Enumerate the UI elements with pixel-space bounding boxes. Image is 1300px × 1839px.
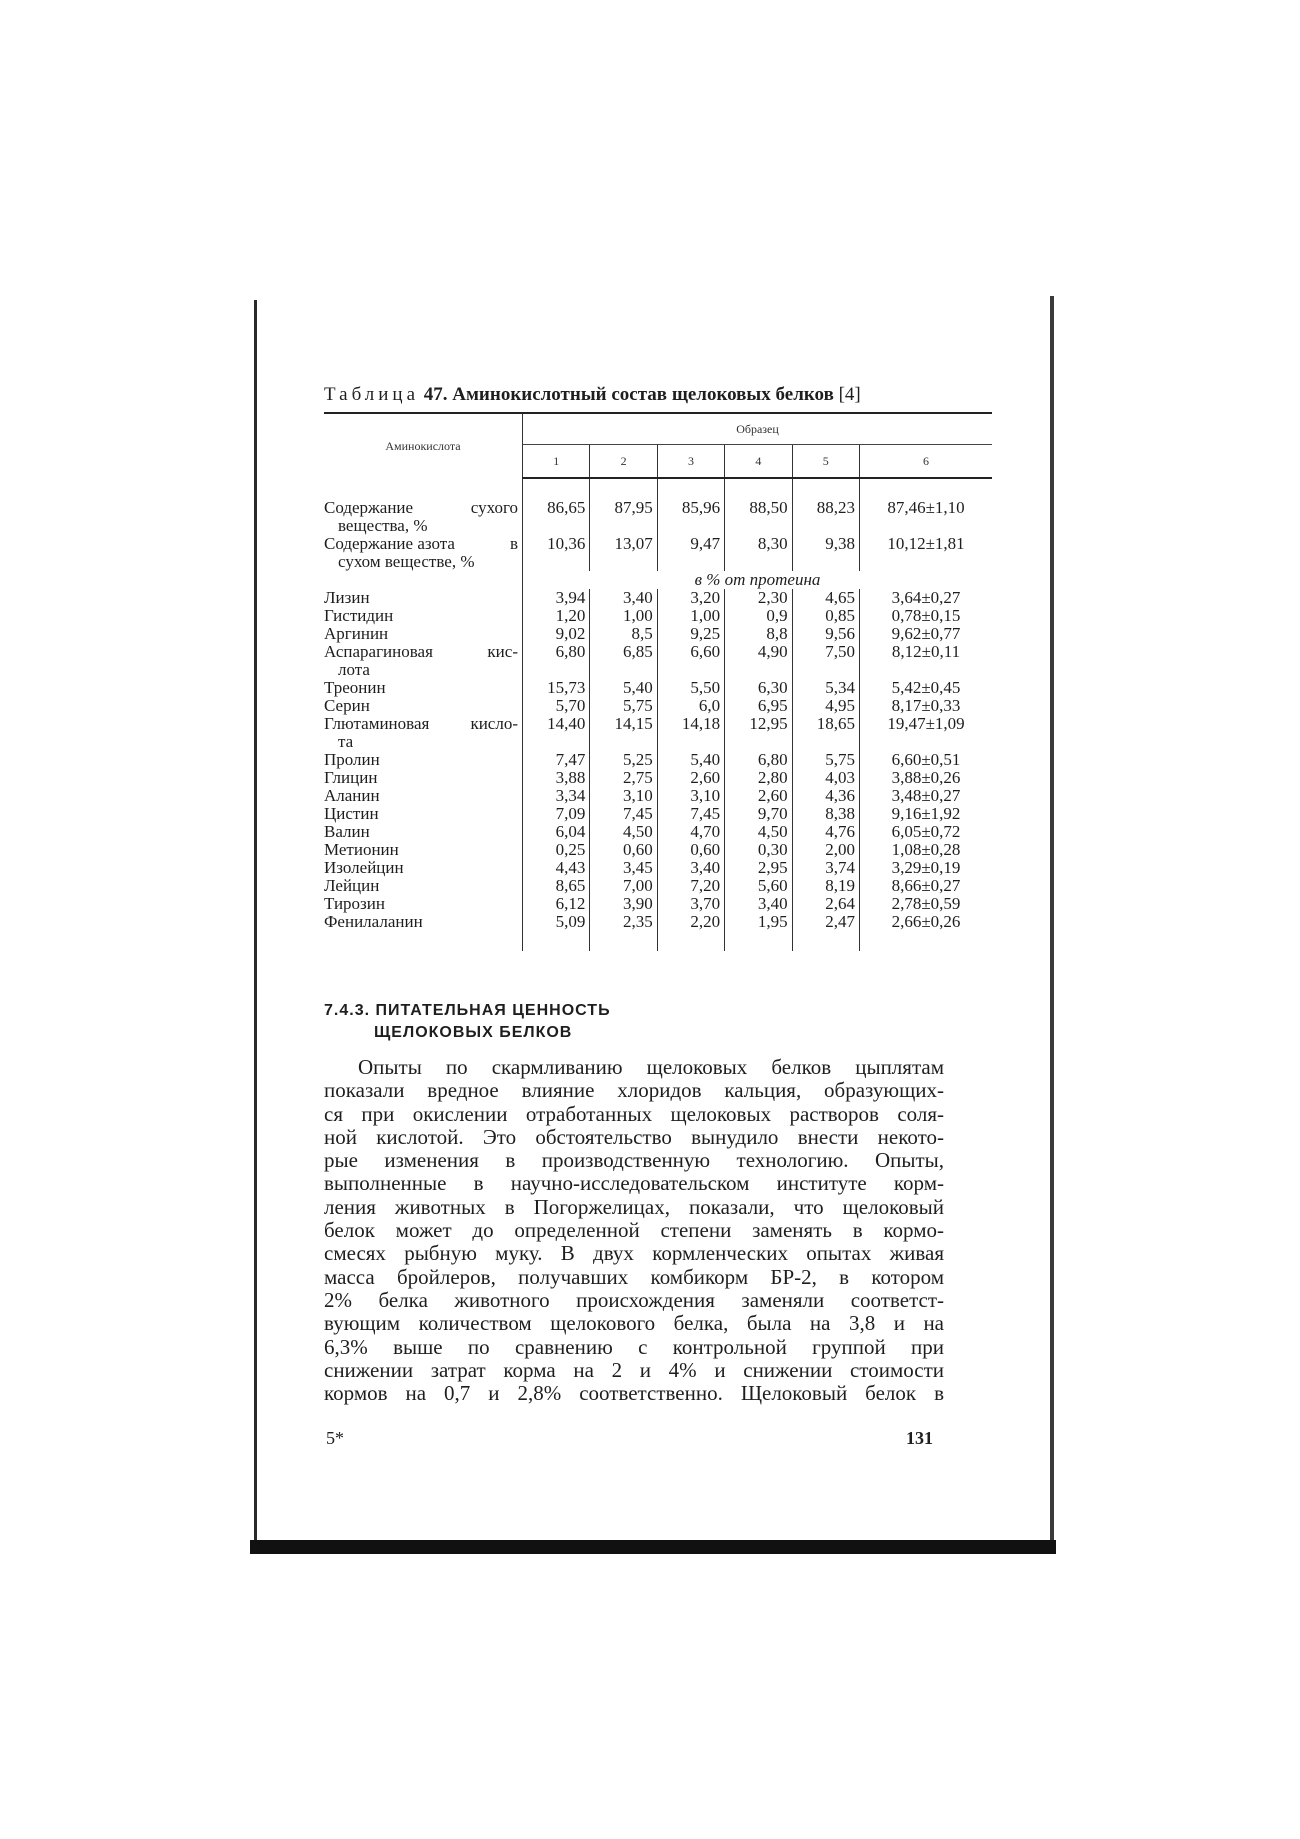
table-cell: 8,66±0,27: [891, 876, 961, 895]
caption-ref: [4]: [838, 384, 861, 405]
table-cell: 3,48±0,27: [891, 786, 961, 805]
text-line: ной кислотой. Это обстоятельство вынудило внести некото-: [324, 1124, 944, 1149]
table-cell: 6,60: [657, 643, 724, 679]
table-cell: 7,20: [657, 877, 724, 895]
table-subheader: в % от протеина: [694, 570, 821, 589]
table-cell: 8,38: [792, 805, 859, 823]
name-part: Валин: [324, 822, 370, 841]
name-part: Фенилаланин: [324, 912, 423, 931]
name-part: в: [509, 534, 518, 553]
table-cell: 4,43: [523, 859, 590, 877]
amino-acid-name: [324, 877, 523, 895]
table-cell: 3,40: [590, 589, 657, 607]
name-part: Пролин: [324, 750, 380, 769]
name-part: Аспарагиновая: [324, 642, 433, 661]
table-cell: 6,12: [523, 895, 590, 913]
table-cell: 14,40: [523, 715, 590, 751]
table-row: [324, 769, 992, 787]
column-header-amino-acid: Аминокислота: [324, 413, 523, 478]
table-cell: 15,73: [523, 679, 590, 697]
table-cell: 8,30: [725, 535, 792, 571]
page-number: 131: [906, 1428, 933, 1448]
table-cell: 1,95: [725, 913, 792, 931]
table-cell: 87,95: [590, 499, 657, 535]
name-part: Содержание азота: [324, 534, 455, 553]
table-cell: 2,47: [792, 913, 859, 931]
amino-acid-name: [324, 589, 523, 607]
table-cell: 8,8: [725, 625, 792, 643]
table-cell: 3,10: [590, 787, 657, 805]
table-row: [324, 625, 992, 643]
table-cell: 2,75: [590, 769, 657, 787]
amino-acid-name: [324, 805, 523, 823]
table-cell: 3,40: [657, 859, 724, 877]
table-cell: 5,09: [523, 913, 590, 931]
table-caption: [324, 384, 1004, 406]
amino-acid-name: [324, 679, 523, 697]
page-edge-left: [254, 300, 257, 1550]
amino-acid-name: [324, 715, 523, 751]
table-cell: 9,25: [657, 625, 724, 643]
table-cell: 18,65: [792, 715, 859, 751]
text-line: смесях рыбную муку. В двух кормленческих опытах живая: [324, 1241, 944, 1266]
table-row: [324, 841, 992, 859]
name-part: Гистидин: [324, 606, 394, 625]
text-line: кормов на 0,7 и 2,8% соответственно. Щелоковый белок в: [324, 1381, 944, 1406]
table-cell: 19,47±1,09: [887, 714, 965, 733]
table-row: [324, 643, 992, 679]
amino-acid-name: [324, 607, 523, 625]
column-header-sample: 1: [523, 445, 590, 479]
table-cell: 2,64: [792, 895, 859, 913]
table-cell: 5,34: [792, 679, 859, 697]
name-part: вещества, %: [338, 516, 428, 535]
table-cell: 2,80: [725, 769, 792, 787]
table-cell: 1,08±0,28: [891, 840, 961, 859]
table-cell: 0,9: [725, 607, 792, 625]
table-cell: 9,70: [725, 805, 792, 823]
table-cell: 9,47: [657, 535, 724, 571]
table-row: [324, 697, 992, 715]
amino-acid-name: [324, 643, 523, 679]
table-row: [324, 535, 992, 571]
text-line: масса бройлеров, получавших комбикорм БР-2, в котором: [324, 1264, 944, 1289]
signature-mark: 5*: [326, 1428, 344, 1448]
name-part: Изолейцин: [324, 858, 404, 877]
table-cell: 2,66±0,26: [891, 912, 961, 931]
table-cell: 4,70: [657, 823, 724, 841]
table-cell: 4,76: [792, 823, 859, 841]
table-cell: 4,50: [725, 823, 792, 841]
name-part: Метионин: [324, 840, 399, 859]
table-body: [324, 478, 992, 951]
table-cell: 2,95: [725, 859, 792, 877]
name-part: лота: [338, 660, 370, 679]
table-cell: 7,09: [523, 805, 590, 823]
table-row: [324, 823, 992, 841]
table-row: [324, 895, 992, 913]
text-line: Опыты по скармливанию щелоковых белков цыплятам: [358, 1055, 944, 1079]
table-row: [324, 877, 992, 895]
table-cell: 3,10: [657, 787, 724, 805]
table-cell: 7,45: [590, 805, 657, 823]
table-cell: 4,03: [792, 769, 859, 787]
table-cell: 5,42±0,45: [891, 678, 961, 697]
name-part: Серин: [324, 696, 370, 715]
table-cell: 5,60: [725, 877, 792, 895]
amino-acid-name: [324, 787, 523, 805]
table-cell: 0,60: [657, 841, 724, 859]
table-cell: 85,96: [657, 499, 724, 535]
text-line: показали вредное влияние хлоридов кальция, образующих-: [324, 1078, 944, 1103]
table-cell: 2,60: [725, 787, 792, 805]
column-header-sample: 6: [860, 445, 993, 479]
table-row: [324, 787, 992, 805]
table-cell: 6,0: [657, 697, 724, 715]
table-cell: 88,50: [725, 499, 792, 535]
section-heading-line: ЩЕЛОКОВЫХ БЕЛКОВ: [374, 1024, 573, 1041]
amino-acid-name: [324, 841, 523, 859]
table-cell: 12,95: [725, 715, 792, 751]
table-cell: 1,00: [590, 607, 657, 625]
table-cell: 0,60: [590, 841, 657, 859]
name-part: сухом веществе, %: [338, 552, 475, 571]
table-cell: 3,45: [590, 859, 657, 877]
table-cell: 5,75: [792, 751, 859, 769]
table-cell: 5,50: [657, 679, 724, 697]
text-line: вующим количеством щелокового белка, была на 3,8 и на: [324, 1311, 944, 1336]
table-subheader-row: [324, 571, 992, 589]
table-cell: 87,46±1,10: [887, 498, 965, 517]
table-cell: 3,88: [523, 769, 590, 787]
table-row: [324, 751, 992, 769]
table-cell: 14,18: [657, 715, 724, 751]
table-cell: 4,36: [792, 787, 859, 805]
name-part: Глицин: [324, 768, 378, 787]
name-part: сухого: [470, 498, 518, 517]
table-cell: 9,02: [523, 625, 590, 643]
table-cell: 6,80: [725, 751, 792, 769]
name-part: Содержание: [324, 498, 414, 517]
table-cell: 6,95: [725, 697, 792, 715]
text-line: 2% белка животного происхождения заменяли соответст-: [324, 1287, 944, 1312]
page-edge-bottom: [250, 1540, 1056, 1554]
table-cell: 4,95: [792, 697, 859, 715]
table-cell: 3,74: [792, 859, 859, 877]
table-cell: 1,20: [523, 607, 590, 625]
table-row: [324, 913, 992, 931]
table-cell: 7,50: [792, 643, 859, 679]
table-cell: 88,23: [792, 499, 859, 535]
table-cell: 4,65: [792, 589, 859, 607]
table-cell: 9,38: [792, 535, 859, 571]
amino-acid-name: [324, 751, 523, 769]
section-heading: [324, 1000, 1004, 1044]
table-cell: 3,29±0,19: [891, 858, 961, 877]
amino-acid-name: [324, 697, 523, 715]
text-line: снижении затрат корма на 2 и 4% и снижении стоимости: [324, 1357, 944, 1382]
table-row: [324, 859, 992, 877]
table-cell: 5,75: [590, 697, 657, 715]
caption-number: 47.: [423, 384, 448, 405]
amino-acid-name: [324, 895, 523, 913]
column-header-sample: 5: [792, 445, 859, 479]
table-cell: 13,07: [590, 535, 657, 571]
table-cell: 0,78±0,15: [891, 606, 961, 625]
table-cell: 1,00: [657, 607, 724, 625]
table-cell: 2,35: [590, 913, 657, 931]
amino-acid-name: [324, 625, 523, 643]
table-cell: 7,00: [590, 877, 657, 895]
table-cell: 4,50: [590, 823, 657, 841]
text-line: 6,3% выше по сравнению с контрольной группой при: [324, 1334, 944, 1359]
column-header-sample: 3: [657, 445, 724, 479]
table-row: [324, 715, 992, 751]
column-header-sample: 2: [590, 445, 657, 479]
name-part: Лейцин: [324, 876, 380, 895]
text-line: выполненные в научно-исследовательском институте корм-: [324, 1171, 944, 1196]
amino-acid-name: [324, 823, 523, 841]
table-cell: 5,25: [590, 751, 657, 769]
text-line: ления животных в Погоржелицах, показали, что щелоковый: [324, 1194, 944, 1219]
table-row: [324, 589, 992, 607]
amino-acid-name: [324, 769, 523, 787]
name-part: кис-: [487, 642, 518, 661]
table-cell: 2,78±0,59: [891, 894, 961, 913]
table-row: [324, 607, 992, 625]
table-cell: 8,5: [590, 625, 657, 643]
name-part: Тирозин: [324, 894, 385, 913]
table-cell: 8,65: [523, 877, 590, 895]
table-cell: 5,40: [590, 679, 657, 697]
amino-acid-table: [324, 412, 992, 951]
table-cell: 2,60: [657, 769, 724, 787]
table-cell: 0,25: [523, 841, 590, 859]
name-part: Аргинин: [324, 624, 389, 643]
name-part: Лизин: [324, 588, 370, 607]
table-cell: 5,40: [657, 751, 724, 769]
table-cell: 6,05±0,72: [891, 822, 961, 841]
table-cell: 14,15: [590, 715, 657, 751]
table-cell: 3,88±0,26: [891, 768, 961, 787]
table-cell: 6,04: [523, 823, 590, 841]
table-row: [324, 805, 992, 823]
table-cell: 3,94: [523, 589, 590, 607]
text-line: белок может до определенной степени заменять в кормо-: [324, 1218, 944, 1243]
table-cell: 7,47: [523, 751, 590, 769]
amino-acid-name: [324, 913, 523, 931]
table-cell: 86,65: [523, 499, 590, 535]
caption-prefix: Таблица: [324, 384, 420, 405]
name-part: Глютаминовая: [324, 714, 430, 733]
table-cell: 3,20: [657, 589, 724, 607]
table-cell: 8,17±0,33: [891, 696, 961, 715]
name-part: та: [338, 732, 354, 751]
table-cell: 6,80: [523, 643, 590, 679]
table-cell: 8,19: [792, 877, 859, 895]
caption-title: Аминокислотный состав щелоковых белков: [452, 384, 834, 405]
amino-acid-name: [324, 535, 523, 571]
name-part: Цистин: [324, 804, 379, 823]
name-part: кисло-: [470, 714, 518, 733]
table-cell: 0,30: [725, 841, 792, 859]
amino-acid-name: [324, 499, 523, 535]
table-cell: 6,60±0,51: [891, 750, 961, 769]
table-row: [324, 679, 992, 697]
name-part: Аланин: [324, 786, 380, 805]
table-cell: 4,90: [725, 643, 792, 679]
table-cell: 9,56: [792, 625, 859, 643]
table-cell: 3,90: [590, 895, 657, 913]
table-cell: 6,85: [590, 643, 657, 679]
table-cell: 10,36: [523, 535, 590, 571]
table-cell: 3,70: [657, 895, 724, 913]
table-cell: 9,16±1,92: [891, 804, 961, 823]
table-cell: 3,40: [725, 895, 792, 913]
table-cell: 10,12±1,81: [887, 534, 965, 553]
table-cell: 2,30: [725, 589, 792, 607]
text-line: рые изменения в производственную технологию. Опыты,: [324, 1148, 944, 1173]
table-cell: 3,34: [523, 787, 590, 805]
empty-cell: [324, 571, 523, 589]
table-cell: 5,70: [523, 697, 590, 715]
table-cell: 0,85: [792, 607, 859, 625]
column-group-header-sample: Образец: [523, 413, 993, 445]
table-cell: 8,12±0,11: [891, 642, 961, 661]
name-part: Треонин: [324, 678, 386, 697]
table-cell: 9,62±0,77: [891, 624, 961, 643]
table-row: [324, 499, 992, 535]
page-edge-right: [1050, 296, 1054, 1550]
table-cell: 3,64±0,27: [891, 588, 961, 607]
table-cell: 6,30: [725, 679, 792, 697]
amino-acid-name: [324, 859, 523, 877]
body-paragraph: [324, 1056, 944, 1405]
column-header-sample: 4: [725, 445, 792, 479]
section-heading-line: 7.4.3. ПИТАТЕЛЬНАЯ ЦЕННОСТЬ: [324, 1002, 611, 1019]
table-cell: 2,00: [792, 841, 859, 859]
text-line: ся при окислении отработанных щелоковых растворов соля-: [324, 1101, 944, 1126]
table-cell: 7,45: [657, 805, 724, 823]
table-cell: 2,20: [657, 913, 724, 931]
